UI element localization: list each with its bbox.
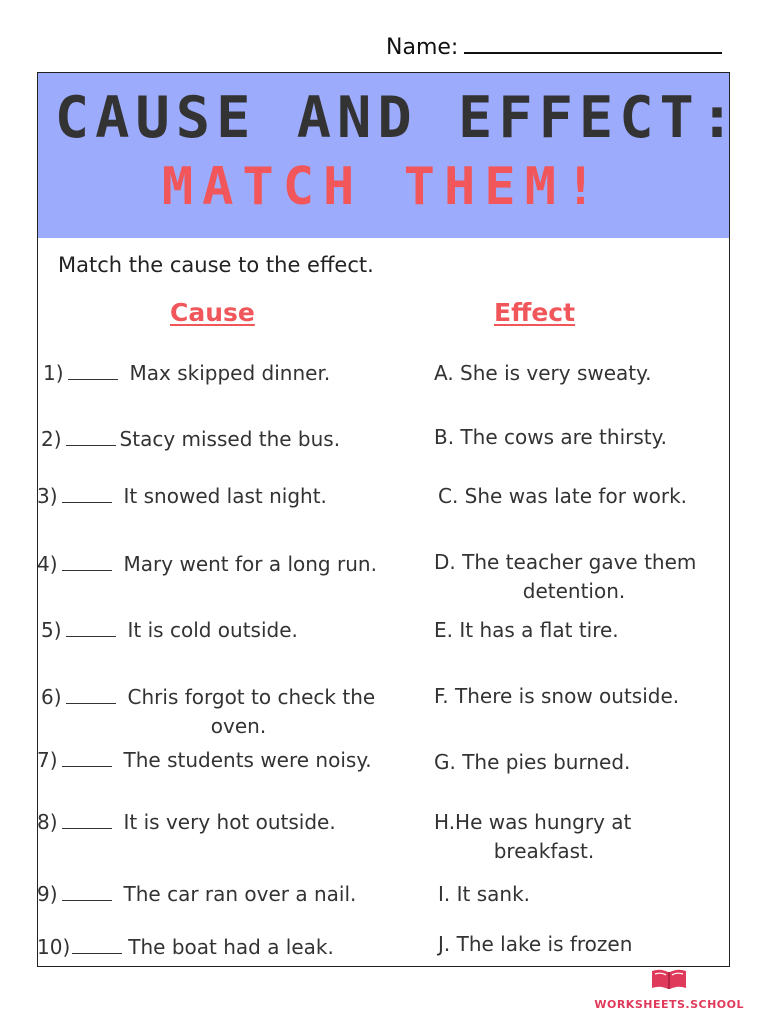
cause-number: 8) xyxy=(37,810,58,834)
answer-blank[interactable] xyxy=(68,361,118,380)
cause-number: 1) xyxy=(43,361,64,385)
cause-number: 5) xyxy=(41,618,62,642)
effect-item xyxy=(434,748,714,777)
effect-item xyxy=(434,548,714,606)
title-line-2: MATCH THEM! xyxy=(161,157,606,217)
cause-column-heading: Cause xyxy=(170,298,255,327)
name-field xyxy=(386,32,722,60)
cause-number: 3) xyxy=(37,484,58,508)
answer-blank[interactable] xyxy=(62,748,112,767)
effect-text: F. There is snow outside. xyxy=(434,684,680,708)
effect-item xyxy=(434,423,714,452)
effect-text: E. It has a flat tire. xyxy=(434,618,619,642)
cause-text: Mary went for a long run. xyxy=(123,552,377,576)
answer-blank[interactable] xyxy=(66,685,116,704)
cause-text: It is very hot outside. xyxy=(123,810,336,834)
effect-text: C. She was late for work. xyxy=(438,484,688,508)
effect-item xyxy=(434,682,714,711)
effect-item xyxy=(434,808,714,866)
effect-item xyxy=(438,482,718,511)
effect-text: A. She is very sweaty. xyxy=(434,361,652,385)
effect-item xyxy=(434,616,714,645)
cause-number: 2) xyxy=(41,427,62,451)
answer-blank[interactable] xyxy=(62,810,112,829)
answer-blank[interactable] xyxy=(62,552,112,571)
title-banner xyxy=(38,73,741,238)
book-icon xyxy=(649,967,689,991)
effect-item xyxy=(438,880,718,909)
cause-text: It snowed last night. xyxy=(123,484,327,508)
cause-number: 4) xyxy=(37,552,58,576)
effect-text: D. The teacher gave them xyxy=(434,550,697,574)
cause-number: 10) xyxy=(37,935,71,959)
title-line-1: CAUSE AND EFFECT: xyxy=(54,85,741,151)
cause-item xyxy=(37,616,406,645)
answer-blank[interactable] xyxy=(66,618,116,637)
cause-text: The students were noisy. xyxy=(123,748,372,772)
answer-blank[interactable] xyxy=(66,427,116,446)
cause-item xyxy=(37,683,406,741)
effect-text-continued: detention. xyxy=(522,579,626,603)
instruction-text: Match the cause to the effect. xyxy=(58,253,374,277)
cause-item xyxy=(37,482,402,511)
effect-text: I. It sank. xyxy=(438,882,531,906)
answer-blank[interactable] xyxy=(62,484,112,503)
name-blank[interactable] xyxy=(464,32,722,54)
brand-name: WORKSHEETS.SCHOOL xyxy=(594,998,744,1011)
cause-text: The car ran over a nail. xyxy=(123,882,357,906)
effect-column-heading: Effect xyxy=(494,298,576,327)
cause-item xyxy=(37,359,408,388)
answer-blank[interactable] xyxy=(62,882,112,901)
cause-text: The boat had a leak. xyxy=(128,935,334,959)
effect-text: B. The cows are thirsty. xyxy=(434,425,667,449)
cause-item xyxy=(37,880,402,909)
cause-number: 7) xyxy=(37,748,58,772)
cause-item xyxy=(37,550,402,579)
cause-text: Stacy missed the bus. xyxy=(119,427,341,451)
effect-text-continued: breakfast. xyxy=(493,839,595,863)
cause-text: It is cold outside. xyxy=(127,618,298,642)
effect-item xyxy=(434,359,714,388)
cause-item xyxy=(37,746,402,775)
cause-item xyxy=(37,808,402,837)
worksheets-school-logo xyxy=(594,967,744,1012)
cause-item xyxy=(37,425,406,454)
worksheet xyxy=(37,72,741,967)
cause-text: Max skipped dinner. xyxy=(129,361,331,385)
effect-text: G. The pies burned. xyxy=(434,750,631,774)
cause-item xyxy=(37,933,402,962)
cause-text-continued: oven. xyxy=(210,714,267,738)
cause-number: 9) xyxy=(37,882,58,906)
name-label: Name: xyxy=(386,35,459,60)
answer-blank[interactable] xyxy=(72,935,122,954)
cause-text: Chris forgot to check the xyxy=(127,685,376,709)
effect-item xyxy=(438,930,718,959)
cause-number: 6) xyxy=(41,685,62,709)
effect-text: H.He was hungry at xyxy=(434,810,632,834)
effect-text: J. The lake is frozen xyxy=(438,932,633,956)
